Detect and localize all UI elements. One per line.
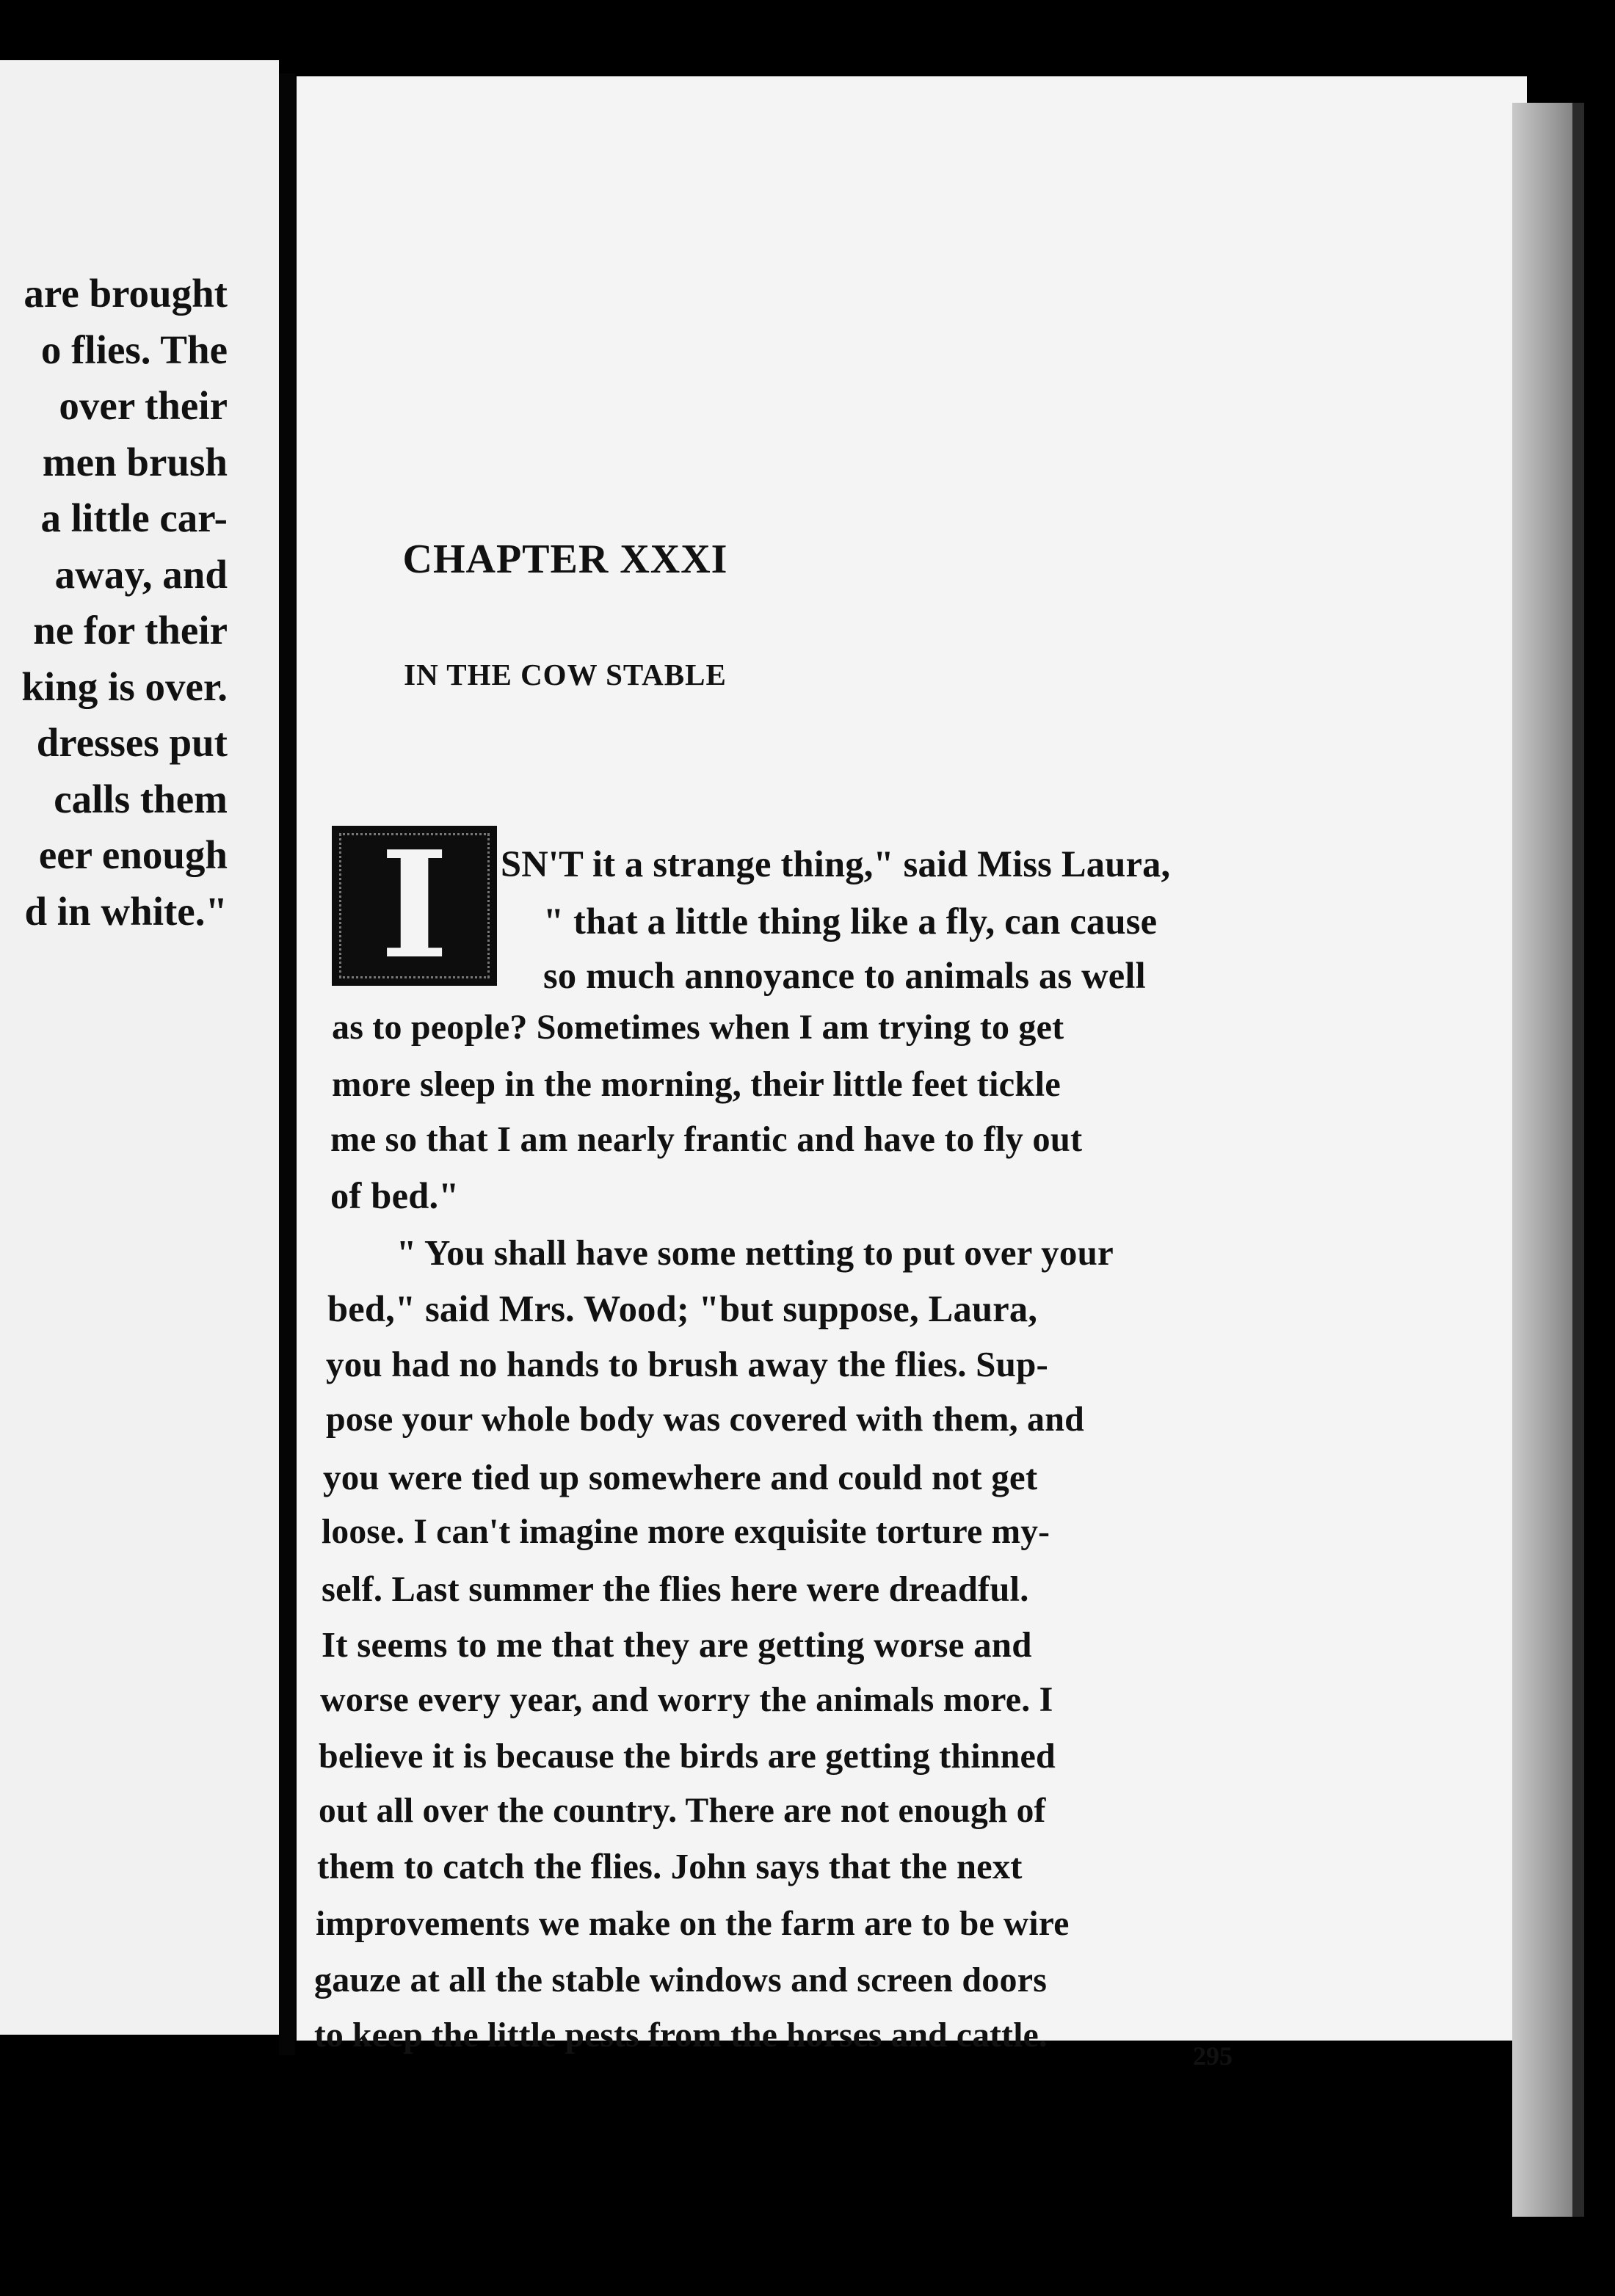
- text-line: as to people? Sometimes when I am trying to get: [332, 1008, 1064, 1047]
- text-line: so much annoyance to animals as well: [543, 955, 1146, 996]
- text-line: improvements we make on the farm are to be wire: [316, 1905, 1070, 1943]
- left-line: are brought: [23, 271, 228, 316]
- text-line: them to catch the flies. John says that the next: [317, 1848, 1023, 1886]
- text-line: you had no hands to brush away the flies. Sup-: [326, 1344, 1049, 1384]
- drop-cap-letter: I: [380, 819, 449, 992]
- page-edge: [1512, 103, 1578, 2217]
- text-line: It seems to me that they are getting worse and: [322, 1624, 1032, 1665]
- chapter-title: CHAPTER XXXI: [402, 537, 728, 582]
- left-page: [0, 60, 279, 2035]
- text-line: more sleep in the morning, their little feet tickle: [332, 1065, 1061, 1104]
- text-line: " that a little thing like a fly, can cause: [543, 901, 1158, 942]
- text-line: gauze at all the stable windows and screen doors: [314, 1961, 1048, 1999]
- text-line: worse every year, and worry the animals more. I: [320, 1680, 1053, 1719]
- left-line: men brush: [42, 439, 228, 484]
- text-line: to keep the little pests from the horses and cattle.: [314, 2016, 1048, 2055]
- left-line: over their: [59, 383, 228, 428]
- page-edge-shadow: [1572, 103, 1584, 2217]
- book-gutter: [279, 73, 295, 2055]
- text-line: loose. I can't imagine more exquisite torture my-: [322, 1513, 1050, 1551]
- text-line: SN'T it a strange thing," said Miss Laura,: [501, 843, 1171, 884]
- left-line: dresses put: [36, 720, 228, 765]
- left-line: a little car-: [40, 495, 228, 540]
- left-line: calls them: [54, 776, 228, 821]
- left-line: ne for their: [33, 608, 228, 653]
- chapter-subtitle: IN THE COW STABLE: [404, 658, 727, 691]
- left-page-text: [21, 266, 228, 940]
- drop-cap-ornament: [332, 819, 497, 992]
- page-number: 295: [1193, 2041, 1233, 2071]
- text-line: out all over the country. There are not enough of: [319, 1792, 1046, 1830]
- text-line: you were tied up somewhere and could not get: [323, 1457, 1038, 1497]
- left-line: king is over.: [21, 664, 228, 709]
- text-line: pose your whole body was covered with them, and: [326, 1400, 1085, 1439]
- text-line: believe it is because the birds are getting thinned: [319, 1737, 1056, 1776]
- left-line: eer enough: [38, 832, 228, 877]
- text-line: me so that I am nearly frantic and have to fly out: [330, 1120, 1083, 1159]
- text-line: " You shall have some netting to put over your: [396, 1232, 1114, 1273]
- ornament-border: [339, 819, 490, 992]
- left-line: d in white.": [24, 888, 228, 934]
- text-line: self. Last summer the flies here were dreadful.: [322, 1570, 1029, 1609]
- text-line: bed," said Mrs. Wood; "but suppose, Laura,: [327, 1288, 1038, 1329]
- text-line: of bed.": [330, 1175, 460, 1216]
- left-line: o flies. The: [40, 327, 228, 372]
- left-line: away, and: [54, 551, 228, 597]
